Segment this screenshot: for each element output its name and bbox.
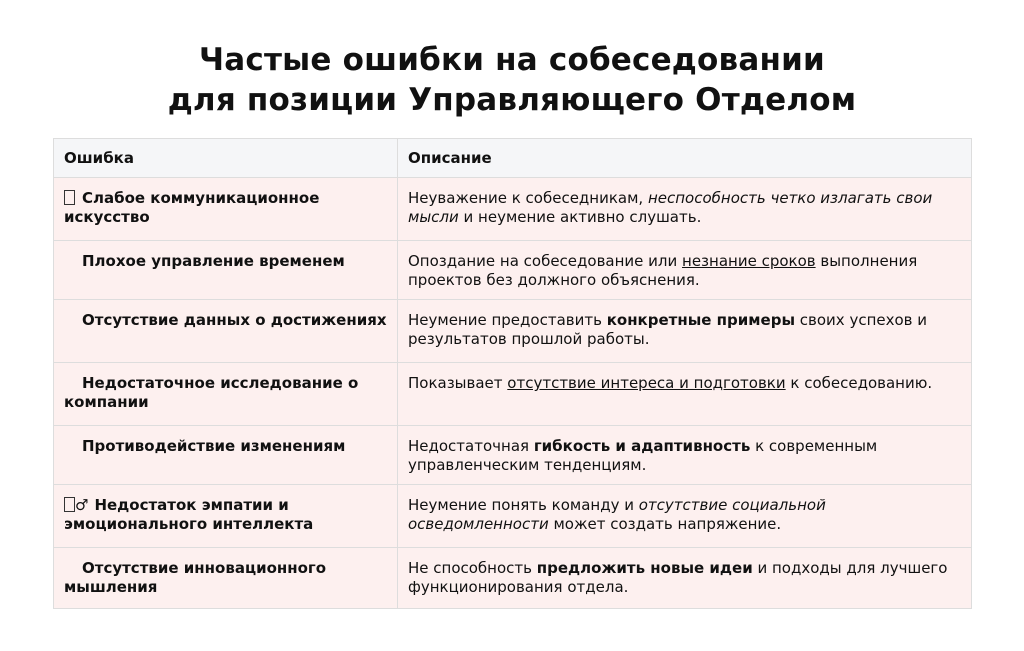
emphasis-bold: гибкость и адаптивность [533, 437, 751, 455]
emphasis-italic: неспособность четко излагать свои мысли [408, 189, 933, 226]
mistake-cell [54, 363, 398, 426]
emphasis-underline: отсутствие интереса и подготовки [507, 374, 786, 392]
emphasis-bold: конкретные примеры [606, 311, 796, 329]
description-text: и подходы для лучшего функционирования отдела. [408, 559, 948, 596]
table-row [54, 485, 972, 548]
mistake-label: Отсутствие данных о достижениях [82, 311, 387, 329]
mistake-cell [54, 548, 398, 609]
mistake-label: Слабое коммуникационное искусство [64, 189, 320, 226]
page-title-line-1: Частые ошибки на собеседовании [199, 42, 825, 78]
missing-glyph-icon [64, 189, 76, 208]
table-row [54, 178, 972, 241]
mistake-cell [54, 241, 398, 300]
description-text: и неумение активно слушать. [458, 208, 702, 226]
description-cell [398, 241, 972, 300]
table-row [54, 548, 972, 609]
page-title [0, 40, 1024, 120]
column-header-description: Описание [398, 139, 972, 178]
description-text: Неуважение к собеседникам, [408, 189, 648, 207]
mistake-label: Плохое управление временем [82, 252, 345, 270]
description-text: Недостаточная [408, 437, 534, 455]
mistake-cell [54, 426, 398, 485]
column-header-mistake: Ошибка [54, 139, 398, 178]
emphasis-underline: незнание сроков [682, 252, 816, 270]
mistake-label: Недостаточное исследование о компании [64, 374, 359, 411]
description-cell [398, 548, 972, 609]
description-text: своих успехов и результатов прошлой работы. [408, 311, 928, 348]
description-text: Не способность [408, 559, 537, 577]
description-cell [398, 363, 972, 426]
description-text: к собеседованию. [785, 374, 933, 392]
description-text: выполнения проектов без должного объяснения. [408, 252, 918, 289]
description-text: Неумение предоставить [408, 311, 607, 329]
description-cell [398, 426, 972, 485]
description-text: к современным управленческим тенденциям. [408, 437, 878, 474]
mistake-label: Противодействие изменениям [82, 437, 346, 455]
page-title-line-2: для позиции Управляющего Отделом [167, 82, 857, 118]
description-cell [398, 485, 972, 548]
description-text: может создать напряжение. [548, 515, 782, 533]
description-text: Показывает [408, 374, 508, 392]
mistake-cell [54, 178, 398, 241]
mistake-cell [54, 485, 398, 548]
table-row [54, 363, 972, 426]
table-header-row [54, 139, 972, 178]
description-text: Неумение понять команду и [408, 496, 639, 514]
mistake-label: Отсутствие инновационного мышления [64, 559, 327, 596]
mistake-cell [54, 300, 398, 363]
mistakes-table [53, 138, 972, 609]
mistake-label: Недостаток эмпатии и эмоционального интеллекта [64, 496, 314, 533]
emphasis-bold: предложить новые идеи [536, 559, 753, 577]
description-cell [398, 300, 972, 363]
emphasis-italic: отсутствие социальной осведомленности [408, 496, 826, 533]
table-row [54, 300, 972, 363]
table-row [54, 241, 972, 300]
missing-glyph-male-sign-icon: ♂ [64, 496, 88, 515]
description-cell [398, 178, 972, 241]
description-text: Опоздание на собеседование или [408, 252, 683, 270]
table-row [54, 426, 972, 485]
